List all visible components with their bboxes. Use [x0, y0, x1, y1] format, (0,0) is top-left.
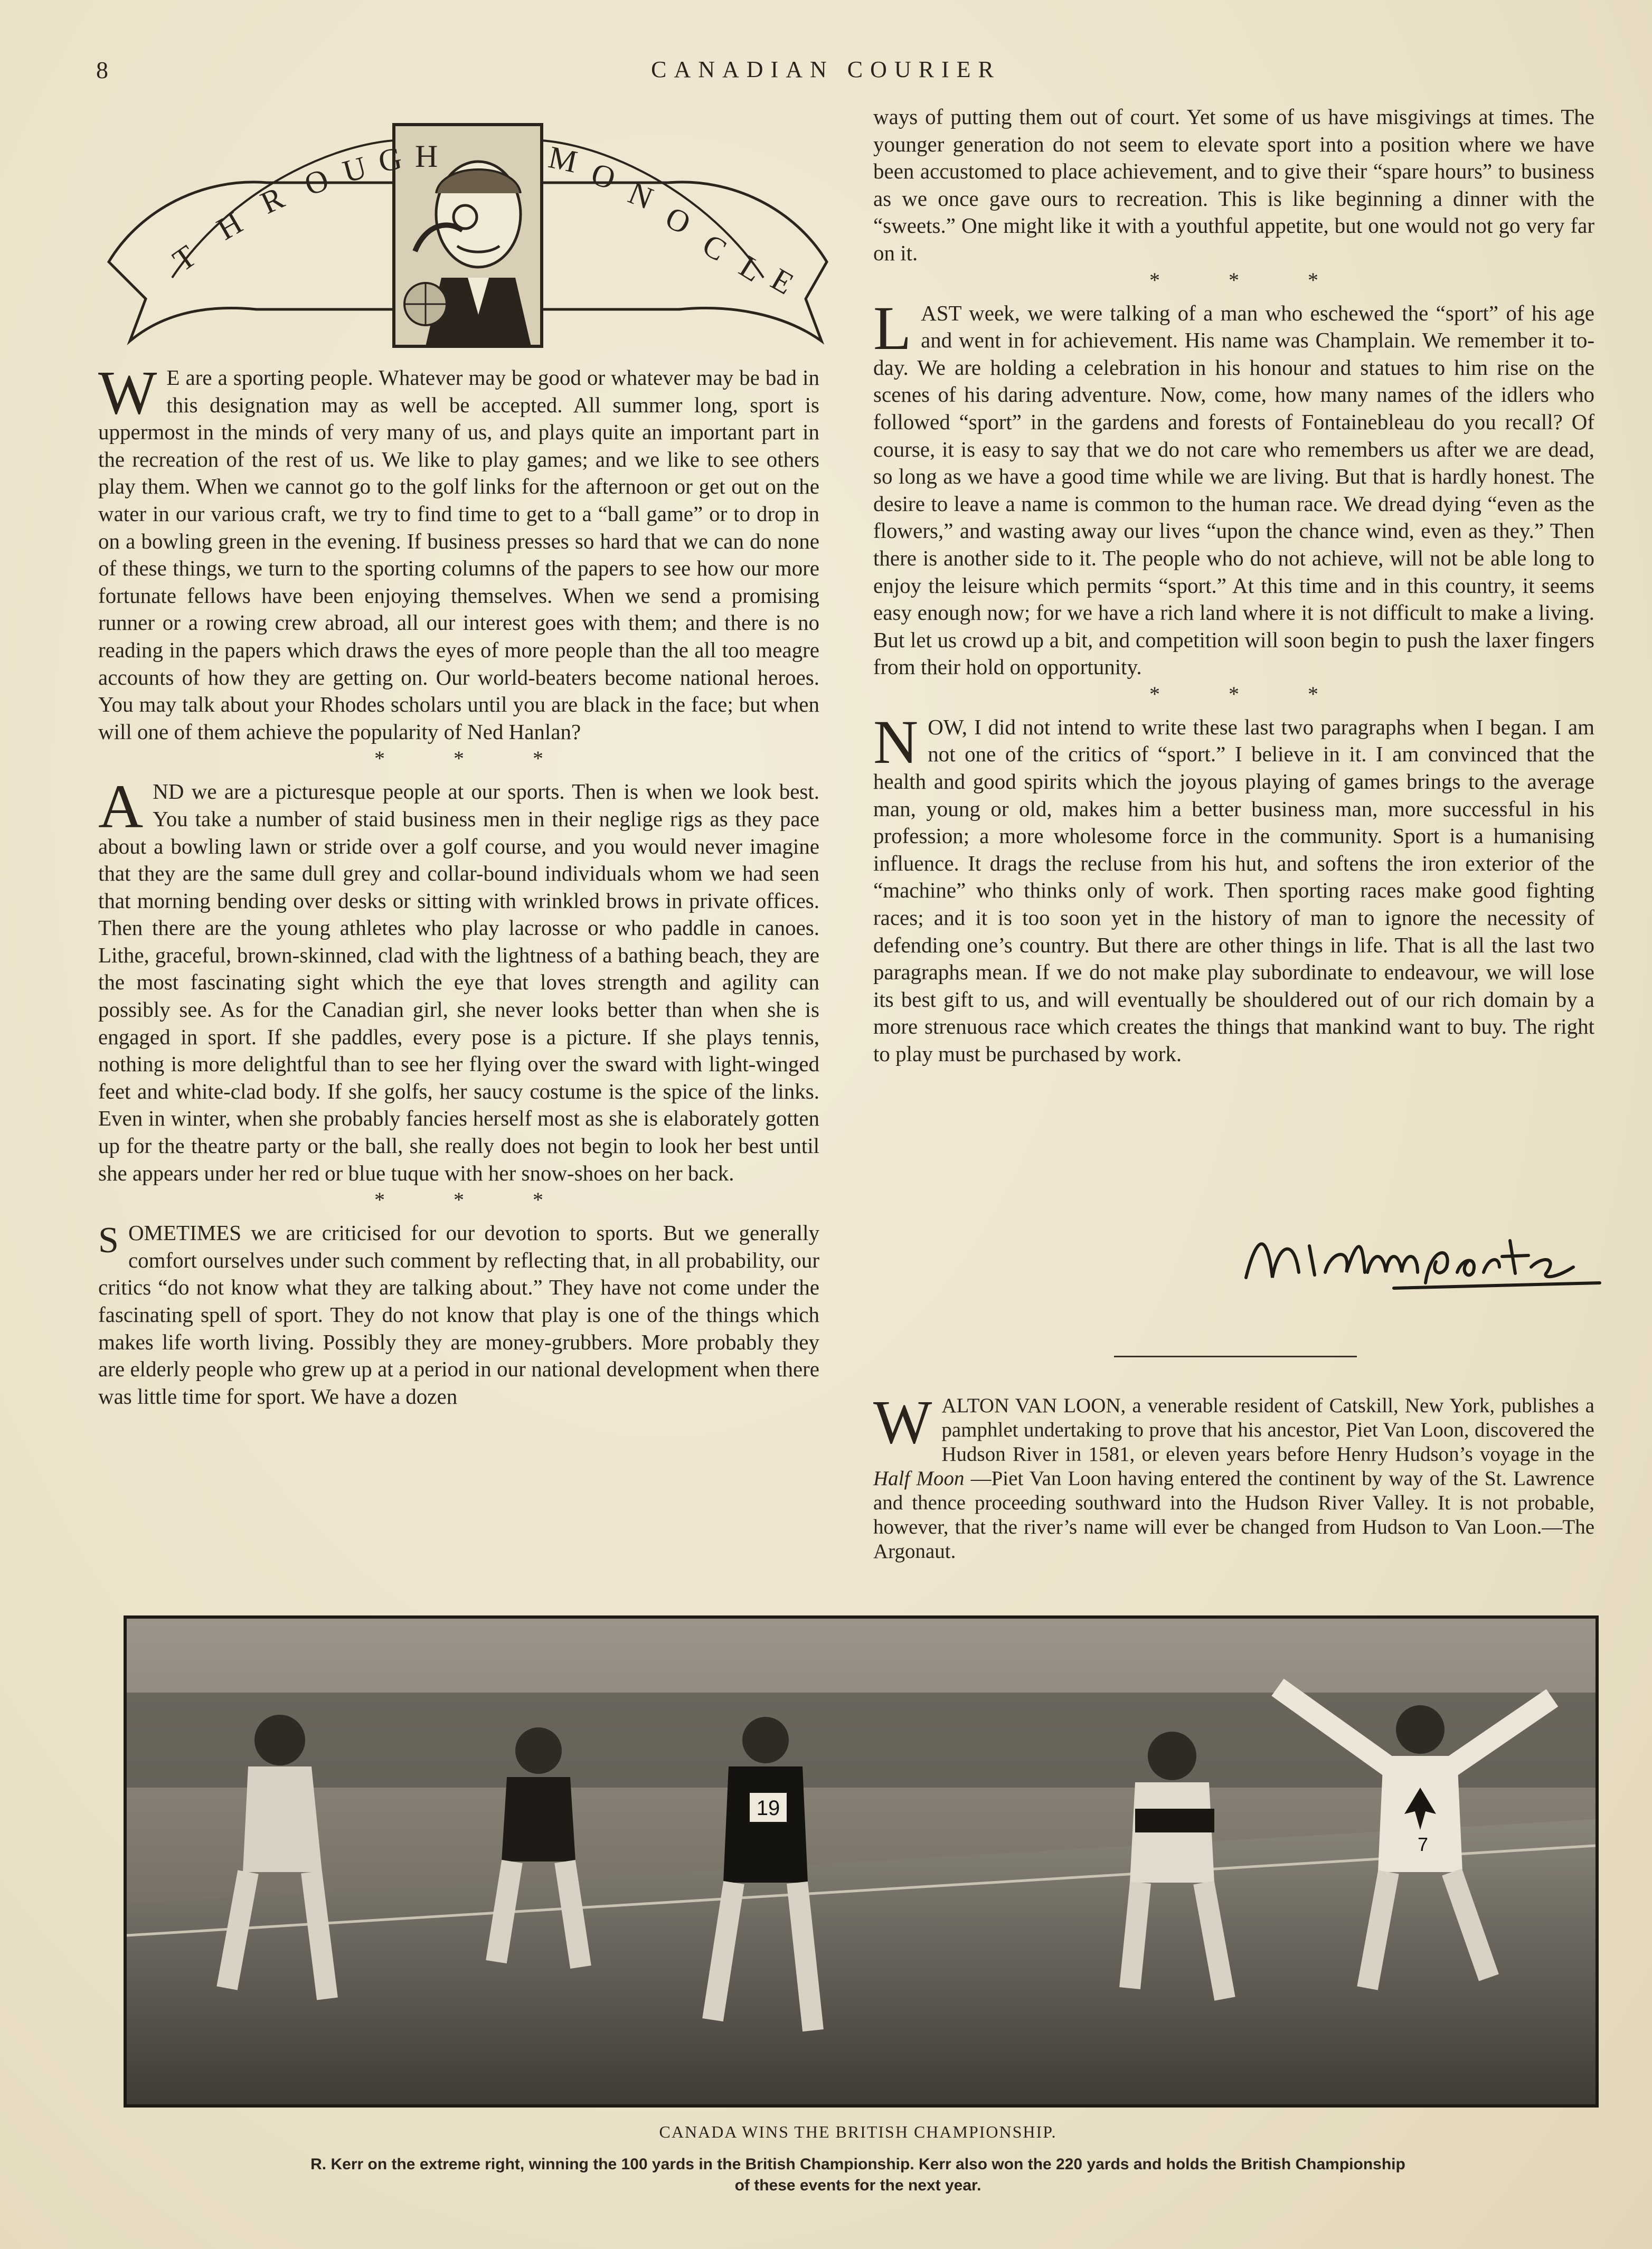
drop-cap: A — [98, 772, 144, 842]
drop-cap: S — [98, 1220, 119, 1261]
photo-caption-text — [124, 2154, 1592, 2196]
drop-cap: W — [98, 358, 157, 427]
banner-letter: R — [255, 180, 289, 221]
banner-letter: L — [733, 249, 769, 289]
paragraph-sporting-people — [98, 358, 819, 745]
banner-letter: C — [696, 227, 733, 268]
paragraph-champlain — [873, 293, 1594, 681]
banner-letter: O — [299, 162, 334, 203]
photo-caption-title: CANADA WINS THE BRITISH CHAMPIONSHIP. — [659, 2122, 1057, 2141]
globe-icon — [404, 283, 447, 325]
banner-letter: T — [166, 238, 203, 278]
banner-letter: H — [211, 205, 249, 247]
paragraph-text: OMETIMES we are criticised for our devotion to sports. But we generally comfort ourselves under such comment by reflecting that, in all probability, our critics “do not know what they are talking about.” They have not come under the fascinating spell of sport. They do not know that play is one of the things which makes life worth living. Possibly they are money-grubbers. More probably they are elderly people who grew up at a period in our national development when there was little time for sport. We have a dozen — [98, 1221, 819, 1409]
paragraph-text: ND we are a picturesque people at our sports. Then is when we look best. You take a number of staid business men in their neglige rigs as they pace about a bowling lawn or stride over a golf course, and you would never imagine that they are the same dull grey and collar-bound individuals whom we had seen that morning bending over desks or sitting with wrinkled brows in private offices. Then there are the young athletes who play lacrosse or who paddle in canoes. Lithe, graceful, brown-skinned, clad with the lightness of a bathing beach, they are the most fascinating sight which the eye that loves strength and agility can possibly see. As for the Canadian girl, she never looks better than when she is engaged in sport. If she paddles, every pose is a picture. If she plays tennis, nothing is more delightful than to see her flying over the sward with light-winged feet and white-clad body. If she golfs, her saucy costume is the spice of the links. Even in winter, when she probably fancies herself most as she is elaborately gotten up for the theatre party or the ball, she really does not begin to look her best until she appears under her red or blue tuque with her snow-shoes on her back. — [98, 779, 819, 1185]
drop-cap: W — [873, 1387, 932, 1457]
banner-letter: G — [375, 140, 404, 179]
through-a-monocle-banner — [98, 103, 837, 367]
section-divider: * * * — [374, 746, 575, 771]
right-column — [873, 103, 1594, 1068]
paragraph-text: ALTON VAN LOON, a venerable resident of Catskill, New York, publishes a pamphlet undertaking to prove that his ancestor, Piet Van Loon, discovered the Hudson River in 1581, or eleven years before Henry Hudson’s voyage in the — [941, 1394, 1594, 1466]
paragraph-text: —Piet Van Loon having entered the continent by way of the St. Lawrence and thence proceeding southward into the Hudson River Valley. It is not probable, however, that the river’s name will ever be changed from Hudson to Van Loon.—The Argonaut. — [873, 1467, 1594, 1563]
paragraph-van-loon — [873, 1387, 1594, 1564]
banner-letter: N — [624, 175, 658, 216]
paragraph-criticised — [98, 1220, 819, 1410]
caption-line: of these events for the next year. — [734, 2177, 981, 2194]
ship-name: Half Moon — [873, 1467, 965, 1490]
signature-rule — [1114, 1356, 1357, 1357]
section-divider: * * * — [374, 1188, 575, 1212]
left-column — [98, 358, 819, 1410]
paragraph-text: OW, I did not intend to write these last two paragraphs when I began. I am not one of the critics of “sport.” I believe in it. I am convinced that the health and good spirits which the joyous playing of games brings to the average man, young or old, makes him a better business man, more successful in his profession; a more wholesome force in the community. Sport is a humanising influence. It drags the recluse from his hut, and softens the iron exterior of the “machine” who thinks only of work. Then sporting races make good fighting races; and it is too soon yet in the history of man to ignore the necessity of defending one’s country. But there are other things in life. That is all the last two paragraphs mean. If we do not make play subordinate to endeavour, we will lose its best gift to us, and will eventually be shouldered out of our rich domain by a more strenuous race which creates the things that mankind want to buy. The right to play must be purchased by work. — [873, 714, 1594, 1066]
section-divider: * * * — [1149, 682, 1350, 706]
banner-letter: M — [545, 139, 581, 179]
banner-letter: U — [339, 149, 371, 190]
caption-line: R. Kerr on the extreme right, winning the 100 yards in the British Championship. Kerr also won the 220 yards and holds the British Championship — [310, 2156, 1405, 2173]
bib-number: 19 — [756, 1797, 780, 1820]
section-divider: * * * — [1149, 268, 1350, 292]
paragraph-continuation: ways of putting them out of court. Yet some of us have misgivings at times. The younger generation do not seem to elevate sport into a position where we have been accustomed to place achievement, and to give their “spare hours” to business as we once gave ours to recreation. This is like beginning a dinner with the “sweets.” One might like it with a youthful appetite, but one would not go very far on it. — [873, 105, 1594, 265]
banner-letter: O — [660, 200, 696, 241]
paragraph-text: E are a sporting people. Whatever may be good or whatever may be bad in this designation may as well be accepted. All summer long, sport is uppermost in the minds of very many of us, and plays quite an important part in the recreation of the rest of us. We like to play games; and we like to see others play them. When we cannot go to the golf links for the afternoon or get out on the water in our various craft, we try to find time to get to a “ball game” or to drop in on a bowling green in the evening. If business presses so hard that we can do none of these things, we turn to the sporting columns of the papers to see how our more fortunate fellows have been enjoying themselves. When we send a promising runner or a rowing crew abroad, all our interest goes with them; and there is no reading in the papers which draws the eyes of more people than the all too meagre accounts of how they are getting on. Our world-beaters become national heroes. You may talk about your Rhodes scholars until you are black in the face; but when will one of them achieve the popularity of Ned Hanlan? — [98, 365, 819, 744]
paragraph-now — [873, 707, 1594, 1068]
race-photograph — [124, 1615, 1599, 2108]
banner-letter: E — [765, 261, 800, 301]
page-number: 8 — [96, 56, 109, 83]
banner-letter: H — [415, 139, 438, 174]
drop-cap: N — [873, 707, 919, 777]
paragraph-picturesque — [98, 772, 819, 1187]
drop-cap: L — [873, 293, 912, 363]
van-loon-note — [873, 1387, 1594, 1564]
banner-letter: O — [587, 156, 620, 196]
bib-number: 7 — [1417, 1834, 1429, 1855]
paragraph-text: AST week, we were talking of a man who eschewed the “sport” of his age and went in for achievement. His name was Champlain. We remember it to-day. We are holding a celebration in his honour and statues to him rise on the scenes of his daring adventure. Now, come, how many names of the idlers who followed “sport” in the gardens and forests of Fontainebleau do you recall? Of course, it is easy to say that we do not care who remembers us after we are dead, so long as we have a good time while we are living. But that is hardly honest. The desire to leave a name is common to the human race. We dread dying “even as the flowers,” and wasting away our lives “upon the chance wind, even as they.” Then there is another side to it. The people who do not achieve, will not be able long to enjoy the leisure which permits “sport.” At this time and in this country, it seems easy enough now; for we have a rich land where it is not difficult to make a living. But let us crowd up a bit, and competition will soon begin to push the laxer fingers from their hold on opportunity. — [873, 300, 1594, 679]
running-head: CANADIAN COURIER — [651, 56, 1001, 82]
signature-nimporte — [1235, 1214, 1605, 1304]
